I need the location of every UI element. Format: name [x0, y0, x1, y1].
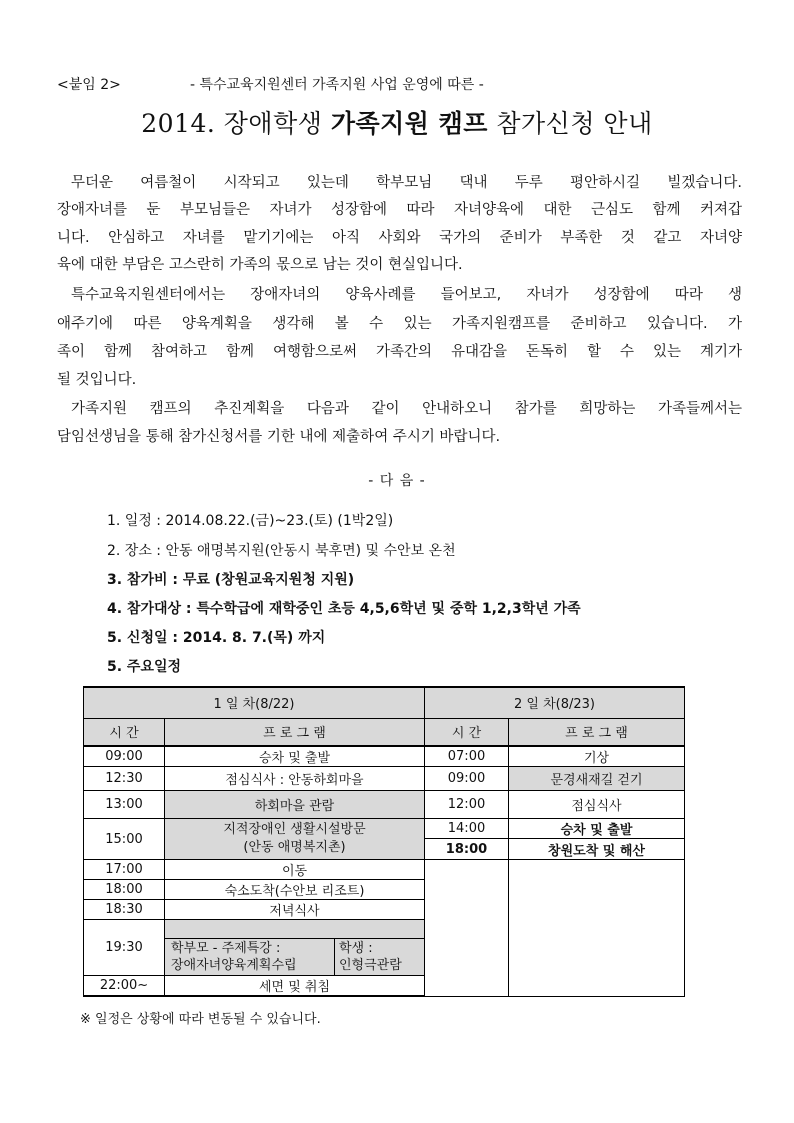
day2-time-header: 시 간 [425, 718, 509, 746]
day2-header: 2 일 차(8/23) [425, 687, 685, 718]
day1-row2-time: 12:30 [84, 767, 165, 791]
day1-row9-time: 22:00~ [84, 976, 165, 997]
footnote: ※ 일정은 상황에 따라 변동될 수 있습니다. [80, 1012, 321, 1027]
list-item-deadline: 5. 신청일 : 2014. 8. 7.(목) 까지 [107, 630, 326, 646]
paragraph-3-line-2: 담임선생님을 통해 참가신청서를 기한 내에 제출하여 주시기 바랍니다. [57, 429, 501, 445]
day1-row8-time: 19:30 [84, 920, 165, 976]
day2-empty-program [509, 860, 685, 997]
day1-row1-program: 승차 및 출발 [165, 746, 425, 767]
list-item-place: 2. 장소 : 안동 애명복지원(안동시 북후면) 및 수안보 온천 [107, 543, 456, 559]
paragraph-2-line-4: 될 것입니다. [57, 372, 137, 388]
paragraph-1-line-4: 육에 대한 부담은 고스란히 가족의 몫으로 남는 것이 현실입니다. [57, 257, 463, 273]
section-heading: - 다 음 - [368, 473, 426, 489]
day2-program-header: 프 로 그 램 [509, 718, 685, 746]
document-subtitle: - 특수교육지원센터 가족지원 사업 운영에 따른 - [190, 77, 484, 93]
day2-row2-time: 09:00 [425, 767, 509, 791]
list-item-schedule: 1. 일정 : 2014.08.22.(금)~23.(토) (1박2일) [107, 513, 394, 529]
title-prefix: 2014. 장애학생 [141, 109, 331, 138]
day2-row1-time: 07:00 [425, 746, 509, 767]
day2-row2-program: 문경새재길 걷기 [509, 767, 685, 791]
parent-lecture-line2: 장애자녀양육계획수립 [171, 958, 297, 973]
day2-row4-program: 승차 및 출발 [509, 819, 685, 839]
attachment-label: <붙임 2> [57, 77, 121, 93]
title-suffix: 참가신청 안내 [487, 109, 653, 138]
day1-row8-program [165, 939, 425, 976]
day1-row7-program: 저녁식사 [165, 900, 425, 920]
student-activity-line1: 학생 : [339, 941, 373, 956]
list-item-target: 4. 참가대상 : 특수학급에 재학중인 초등 4,5,6학년 및 중학 1,2,3학년 가족 [107, 601, 581, 617]
paragraph-2-line-2: 애주기에 따른 양육계획을 생각해 볼 수 있는 가족지원캠프를 준비하고 있습니다. 가 [57, 316, 742, 332]
document-title [0, 104, 794, 140]
paragraph-1-line-2: 장애자녀를 둔 부모님들은 자녀가 성장함에 따라 자녀양육에 대한 근심도 함께 커져갑 [57, 202, 742, 218]
student-activity-cell [335, 939, 424, 975]
day2-row5-time: 18:00 [425, 839, 509, 860]
paragraph-2-line-3: 족이 함께 참여하고 함께 여행함으로써 가족간의 유대감을 돈독히 할 수 있는 계기가 [57, 344, 742, 360]
day1-row9-program: 세면 및 취침 [165, 976, 425, 997]
day1-time-header: 시 간 [84, 718, 165, 746]
day1-row4-program-line2: (안동 애명복지촌) [243, 840, 346, 855]
day1-row2-program: 점심식사 : 안동하회마을 [165, 767, 425, 791]
paragraph-2-line-1: 특수교육지원센터에서는 장애자녀의 양육사례를 들어보고, 자녀가 성장함에 따라 생 [71, 287, 742, 303]
paragraph-1-line-1: 무더운 여름철이 시작되고 있는데 학부모님 댁내 두루 평안하시길 빌겠습니다. [71, 175, 742, 191]
day1-row4-time: 15:00 [84, 819, 165, 860]
schedule-table [83, 686, 685, 997]
day2-row1-program: 기상 [509, 746, 685, 767]
day2-empty-time [425, 860, 509, 997]
day1-row1-time: 09:00 [84, 746, 165, 767]
day1-program-header: 프 로 그 램 [165, 718, 425, 746]
day1-header: 1 일 차(8/22) [84, 687, 425, 718]
day2-row5-program: 창원도착 및 해산 [509, 839, 685, 860]
day1-row3-program: 하회마을 관람 [165, 791, 425, 819]
day1-row4-program-line1: 지적장애인 생활시설방문 [223, 822, 366, 837]
parent-lecture-cell [165, 939, 335, 975]
student-activity-line2: 인형극관람 [339, 958, 402, 973]
day2-row3-time: 12:00 [425, 791, 509, 819]
paragraph-3-line-1: 가족지원 캠프의 추진계획을 다음과 같이 안내하오니 참가를 희망하는 가족들께서는 [71, 401, 742, 417]
list-item-main-schedule: 5. 주요일정 [107, 659, 182, 675]
day1-row7-time: 18:30 [84, 900, 165, 920]
day1-row6-program: 숙소도착(수안보 리조트) [165, 880, 425, 900]
day1-row5-time: 17:00 [84, 860, 165, 880]
parent-lecture-line1: 학부모 - 주제특강 : [171, 941, 281, 956]
day1-row8-gray-band [165, 920, 425, 939]
day2-row4-time: 14:00 [425, 819, 509, 839]
day1-row3-time: 13:00 [84, 791, 165, 819]
day1-row4-program [165, 819, 425, 860]
title-bold: 가족지원 캠프 [330, 109, 488, 138]
list-item-fee: 3. 참가비 : 무료 (창원교육지원청 지원) [107, 572, 355, 588]
day1-row6-time: 18:00 [84, 880, 165, 900]
paragraph-1-line-3: 니다. 안심하고 자녀를 맡기기에는 아직 사회와 국가의 준비가 부족한 것 같고 자녀양 [57, 230, 742, 246]
day1-row5-program: 이동 [165, 860, 425, 880]
day2-row3-program: 점심식사 [509, 791, 685, 819]
